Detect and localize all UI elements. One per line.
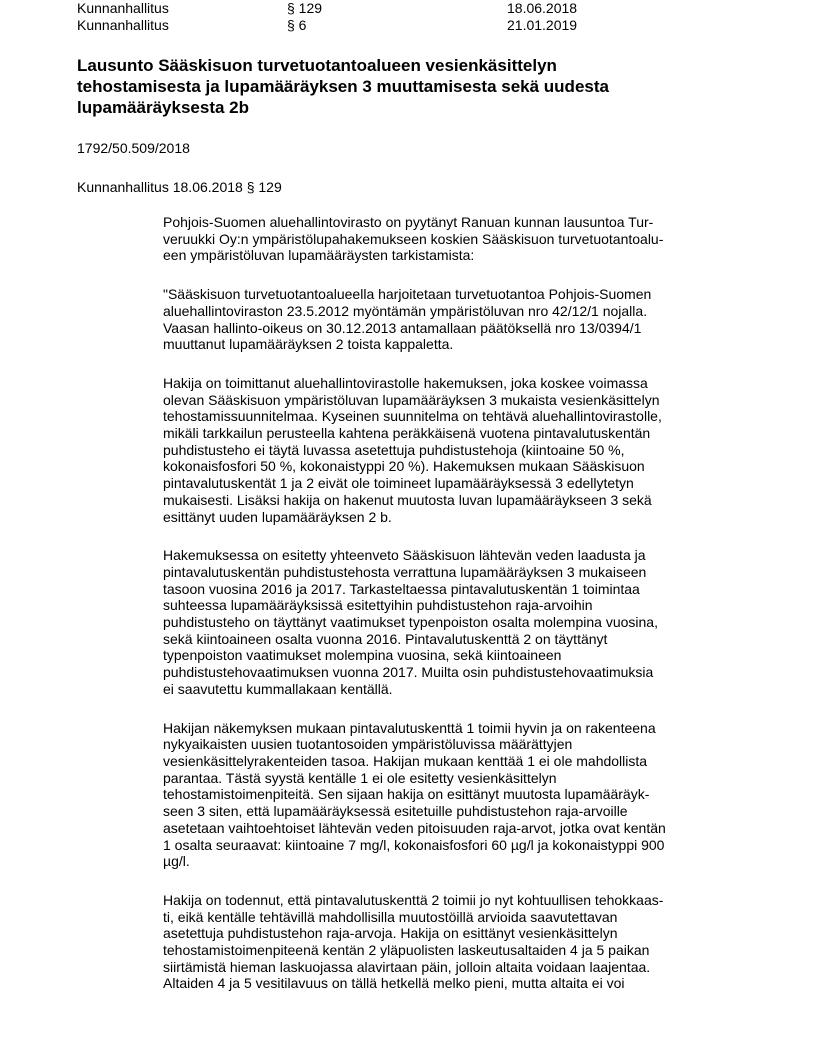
text-line: muuttanut lupamääräyksen 2 toista kappaletta. [163,336,454,353]
text-line: tasoon vuosina 2016 ja 2017. Tarkasteltaessa pintavalutuskentän 1 toimintaa [163,580,640,597]
header-section-2: § 6 [287,17,307,33]
text-line: µg/l. [163,853,190,870]
title-line: Lausunto Sääskisuon turvetuotantoalueen vesienkäsittelyn [77,56,557,75]
text-line: een ympäristöluvan lupamääräysten tarkistamista: [163,247,475,264]
paragraph [163,286,743,353]
header-body-2: Kunnanhallitus [77,17,169,33]
text-line: seen 3 siten, että lupamääräyksessä esitetuille puhdistustehon raja-arvoille [163,803,628,820]
document-body [163,214,743,1014]
text-line: Pohjois-Suomen aluehallintovirasto on pyytänyt Ranuan kunnan lausuntoa Tur- [163,214,654,230]
text-line: suhteessa lupamääräyksissä esitettyihin puhdistustehon raja-arvoihin [163,597,593,614]
text-line: puhdistustehovaatimuksen vuonna 2017. Muilta osin puhdistustehovaatimuksia [163,664,654,681]
text-line: siirtämistä hieman laskuojassa alavirtaan päin, jolloin altaita voidaan laajentaa. [163,958,651,975]
text-line: Hakija on todennut, että pintavalutuskenttä 2 toimii jo nyt kohtuullisen tehokkaas- [163,891,664,908]
text-line: mukaisesti. Lisäksi hakija on hakenut muutosta luvan lupamääräykseen 3 sekä [163,491,652,508]
text-line: sekä kiintoaineen osalta vuonna 2016. Pintavalutuskenttä 2 on täyttänyt [163,630,608,647]
text-line: olevan Sääskisuon ympäristöluvan lupamääräyksen 3 mukaista vesienkäsittelyn [163,391,660,408]
header-section-1: § 129 [287,0,323,16]
text-line: ti, eikä kentälle tehtävillä mahdollisilla muutostöillä arvioida saavutettavan [163,908,618,925]
text-line: esittänyt uuden lupamääräyksen 2 b. [163,508,392,525]
text-line: typenpoiston vaatimukset molempina vuosina, sekä kiintoaineen [163,647,562,664]
document-title [77,55,717,118]
text-line: tehostamissuunnitelmaa. Kyseinen suunnitelma on tehtävä aluehallintovirastolle, [163,408,662,425]
header-date-2: 21.01.2019 [507,17,578,33]
text-line: ei saavutettu kummallakaan kentällä. [163,680,393,697]
text-line: mikäli tarkkailun perusteella kahtena peräkkäisenä vuotena pintavalutuskentän [163,425,651,442]
text-line: puhdistusteho ei täytä luvassa asetettuja puhdistustehoja (kiintoaine 50 %, [163,441,625,458]
text-line: tehostamistoimenpiteenä kentän 2 yläpuolisten laskeutusaltaiden 4 ja 5 paikan [163,942,650,959]
paragraph [163,214,743,264]
paragraph [163,547,743,697]
paragraph [163,375,743,525]
text-line: puhdistusteho on täyttänyt vaatimukset typenpoiston osalta molempina vuosina, [163,614,658,631]
text-line: kokonaisfosfori 50 %, kokonaistyppi 20 %). Hakemuksen mukaan Sääskisuon [163,458,645,475]
text-line: Vaasan hallinto-oikeus on 30.12.2013 antamallaan päätöksellä nro 13/0394/1 [163,319,642,336]
title-line: tehostamisesta ja lupamääräyksen 3 muuttamisesta sekä uudesta [77,77,609,96]
header-date-1: 18.06.2018 [507,0,578,16]
text-line: Altaiden 4 ja 5 vesitilavuus on tällä hetkellä melko pieni, mutta altaita ei voi [163,975,625,992]
text-line: 1 osalta seuraavat: kiintoaine 7 mg/l, kokonaisfosfori 60 µg/l ja kokonaistyppi 900 [163,836,665,853]
text-line: pintavalutuskentät 1 ja 2 eivät ole toimineet lupamääräyksessä 3 edellytetyn [163,475,634,492]
text-line: nykyaikaisten uusien tuotantosoiden ympäristöluvissa määrättyjen [163,736,573,753]
text-line: vesienkäsittelyrakenteiden tasoa. Hakijan mukaan kenttää 1 ei ole mahdollista [163,752,648,769]
meeting-reference: Kunnanhallitus 18.06.2018 § 129 [77,179,282,195]
text-line: "Sääskisuon turvetuotantoalueella harjoitetaan turvetuotantoa Pohjois-Suomen [163,286,652,303]
text-line: pintavalutuskentän puhdistustehosta verrattuna lupamääräyksen 3 mukaiseen [163,563,647,580]
text-line: Hakijan näkemyksen mukaan pintavalutuskenttä 1 toimii hyvin ja on rakenteena [163,719,656,736]
text-line: Hakija on toimittanut aluehallintovirastolle hakemuksen, joka koskee voimassa [163,374,648,391]
text-line: veruukki Oy:n ympäristölupahakemukseen koskien Sääskisuon turvetuotantoalu- [163,230,664,247]
paragraph [163,720,743,870]
text-line: Hakemuksessa on esitetty yhteenveto Sääskisuon lähtevän veden laadusta ja [163,547,646,564]
text-line: asetetaan vaihtoehtoiset lähtevän veden pitoisuuden raja-arvot, jotka ovat kentän [163,819,666,836]
record-number: 1792/50.509/2018 [77,140,190,156]
text-line: asetettuja puhdistustehon raja-arvoja. Hakija on esittänyt vesienkäsittelyn [163,925,618,942]
text-line: aluehallintoviraston 23.5.2012 myöntämän ympäristöluvan nro 42/12/1 nojalla. [163,302,648,319]
header-body-1: Kunnanhallitus [77,0,169,16]
paragraph [163,892,743,992]
text-line: tehostamistoimenpiteitä. Sen sijaan hakija on esittänyt muutosta lupamääräyk- [163,786,650,803]
text-line: parantaa. Tästä syystä kentälle 1 ei ole esitetty vesienkäsittelyn [163,769,557,786]
title-line: lupamääräyksesta 2b [77,98,249,117]
